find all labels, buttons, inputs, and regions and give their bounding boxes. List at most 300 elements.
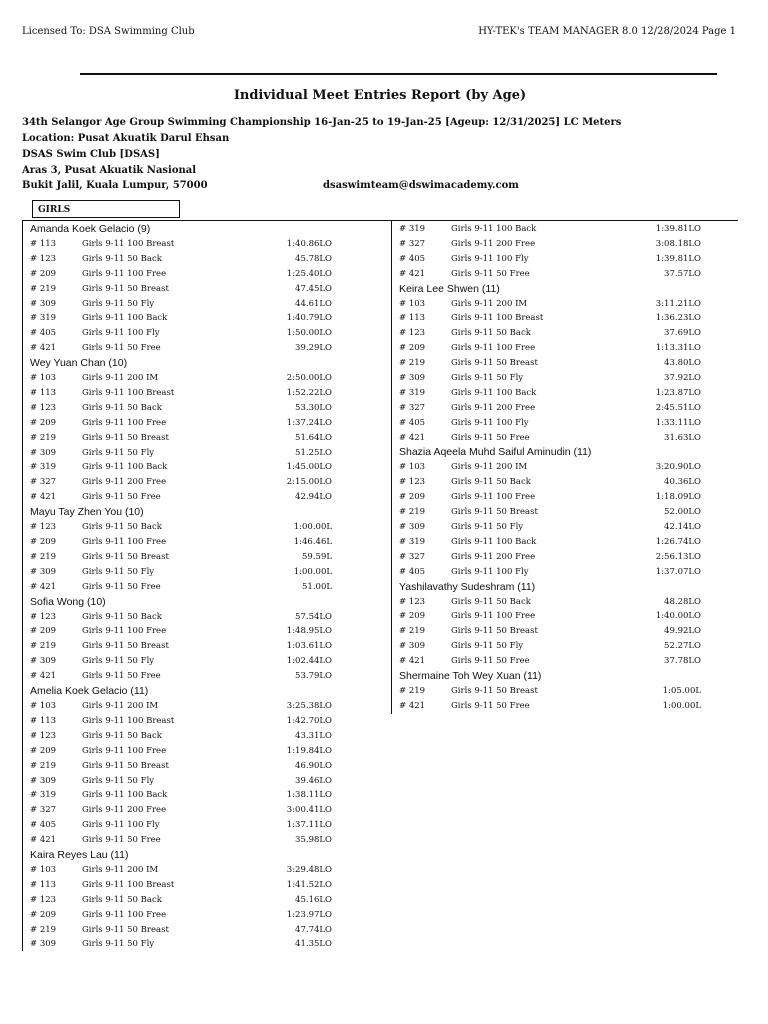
entry-row [30, 311, 370, 326]
seed-time: 48.28LO [664, 596, 701, 607]
event-name: Girls 9-11 100 Free [82, 268, 167, 279]
event-number: # 319 [399, 536, 426, 547]
event-number: # 113 [30, 388, 57, 399]
event-number: # 123 [30, 894, 57, 905]
event-name: Girls 9-11 200 Free [451, 551, 536, 562]
entry-row [30, 341, 370, 356]
seed-time: 57.54LO [295, 611, 332, 622]
entry-row [30, 282, 370, 297]
event-name: Girls 9-11 200 IM [82, 701, 159, 712]
seed-time: 45.78LO [295, 253, 332, 264]
event-number: # 309 [30, 775, 57, 786]
event-number: # 123 [399, 596, 426, 607]
event-number: # 219 [30, 641, 57, 652]
event-name: Girls 9-11 100 Free [82, 909, 167, 920]
event-number: # 405 [30, 820, 57, 831]
license-text: Licensed To: DSA Swimming Club [22, 26, 195, 37]
entry-row [30, 654, 370, 669]
entry-row [30, 624, 370, 639]
entry-row [30, 714, 370, 729]
entry-row [30, 610, 370, 625]
event-number: # 209 [399, 492, 426, 503]
event-name: Girls 9-11 50 Fly [82, 566, 155, 577]
swimmer-name: Shermaine Toh Wey Xuan (11) [399, 670, 542, 683]
event-name: Girls 9-11 50 Breast [82, 432, 169, 443]
event-number: # 219 [399, 686, 426, 697]
event-number: # 309 [30, 939, 57, 950]
event-number: # 219 [30, 924, 57, 935]
event-name: Girls 9-11 100 Breast [451, 313, 544, 324]
seed-time: 3:00.41LO [286, 805, 332, 816]
seed-time: 1:33.11LO [655, 417, 701, 428]
event-name: Girls 9-11 50 Back [82, 894, 162, 905]
entry-row [399, 654, 739, 669]
seed-time: 42.14LO [664, 522, 701, 533]
seed-time: 41.35LO [295, 939, 332, 950]
event-number: # 309 [30, 566, 57, 577]
entry-row [30, 729, 370, 744]
event-number: # 209 [30, 268, 57, 279]
event-name: Girls 9-11 100 Breast [82, 879, 175, 890]
event-name: Girls 9-11 50 Breast [82, 283, 169, 294]
event-name: Girls 9-11 50 Back [451, 328, 531, 339]
entry-row [399, 550, 739, 565]
seed-time: 53.30LO [295, 402, 332, 413]
event-number: # 309 [30, 656, 57, 667]
seed-time: 1:40.86LO [286, 239, 332, 249]
entry-row [399, 505, 739, 520]
event-number: # 113 [399, 313, 426, 324]
event-number: # 421 [399, 432, 426, 443]
seed-time: 1:52.22LO [286, 388, 332, 399]
event-number: # 123 [30, 522, 57, 533]
event-number: # 103 [30, 864, 57, 875]
event-number: # 405 [30, 328, 57, 339]
seed-time: 3:25.38LO [286, 701, 332, 712]
event-number: # 405 [399, 253, 426, 264]
event-number: # 113 [30, 715, 57, 726]
event-name: Girls 9-11 200 IM [82, 373, 159, 384]
entry-row [30, 565, 370, 580]
entry-row [30, 803, 370, 818]
event-name: Girls 9-11 50 Breast [451, 686, 538, 697]
event-number: # 209 [30, 745, 57, 756]
seed-time: 1:40.00LO [655, 611, 701, 622]
swimmer-name: Kaira Reyes Lau (11) [30, 848, 129, 861]
seed-time: 1:36.23LO [655, 313, 701, 324]
event-number: # 209 [399, 611, 426, 622]
seed-time: 40.36LO [664, 477, 701, 488]
seed-time: 1:45.00LO [286, 462, 332, 473]
entry-row [30, 416, 370, 431]
seed-time: 1:39.81LO [655, 224, 701, 234]
entry-row [30, 237, 370, 252]
event-name: Girls 9-11 100 Free [451, 611, 536, 622]
swimmer-name: Amelia Koek Gelacio (11) [30, 685, 149, 698]
entry-row [399, 371, 739, 386]
entry-row [399, 341, 739, 356]
event-number: # 113 [30, 879, 57, 890]
event-number: # 309 [399, 522, 426, 533]
event-number: # 219 [30, 760, 57, 771]
seed-time: 1:26.74LO [655, 536, 701, 547]
entry-row [399, 609, 739, 624]
event-number: # 319 [30, 790, 57, 801]
event-number: # 319 [30, 462, 57, 473]
event-name: Girls 9-11 100 Free [82, 626, 167, 637]
seed-time: 1:25.40LO [286, 268, 332, 279]
club-address-line2: Bukit Jalil, Kuala Lumpur, 57000 [22, 180, 208, 191]
event-number: # 123 [399, 477, 426, 488]
seed-time: 46.90LO [295, 760, 332, 771]
swimmer-name: Wey Yuan Chan (10) [30, 357, 128, 370]
event-number: # 421 [399, 656, 426, 667]
entry-row [30, 833, 370, 848]
event-name: Girls 9-11 50 Fly [451, 373, 524, 384]
event-number: # 309 [30, 298, 57, 309]
swimmer-name: Sofia Wong (10) [30, 595, 106, 608]
event-number: # 123 [30, 253, 57, 264]
event-name: Girls 9-11 100 Breast [82, 715, 175, 726]
entry-row [30, 699, 370, 714]
seed-time: 1:41.52LO [286, 879, 332, 890]
event-number: # 103 [30, 701, 57, 712]
event-name: Girls 9-11 50 Back [82, 253, 162, 264]
event-number: # 123 [30, 611, 57, 622]
event-name: Girls 9-11 100 Fly [451, 253, 529, 264]
swimmer-name: Shazia Aqeela Muhd Saiful Aminudin (11) [399, 446, 592, 459]
event-number: # 309 [30, 447, 57, 458]
event-name: Girls 9-11 100 Free [451, 343, 536, 354]
entry-row [30, 893, 370, 908]
seed-time: 49.92LO [664, 626, 701, 637]
entries-column-right [399, 222, 739, 714]
event-number: # 209 [399, 343, 426, 354]
event-number: # 219 [399, 358, 426, 369]
entry-row [30, 550, 370, 565]
event-name: Girls 9-11 50 Back [451, 477, 531, 488]
entry-row [399, 639, 739, 654]
seed-time: 2:50.00LO [286, 373, 332, 384]
entry-row [30, 460, 370, 475]
club-name: DSAS Swim Club [DSAS] [22, 149, 160, 160]
entry-row [399, 490, 739, 505]
event-number: # 103 [30, 373, 57, 384]
seed-time: 1:23.87LO [655, 387, 701, 398]
seed-time: 2:45.51LO [655, 402, 701, 413]
event-name: Girls 9-11 200 IM [451, 462, 528, 473]
event-number: # 421 [30, 581, 57, 592]
entry-row [399, 416, 739, 431]
entry-row [399, 475, 739, 490]
seed-time: 1:18.09LO [655, 492, 701, 503]
event-number: # 103 [399, 462, 426, 473]
event-name: Girls 9-11 50 Fly [451, 641, 524, 652]
seed-time: 42.94LO [295, 492, 332, 503]
seed-time: 45.16LO [295, 894, 332, 905]
event-name: Girls 9-11 50 Free [82, 671, 161, 682]
event-number: # 209 [30, 626, 57, 637]
event-name: Girls 9-11 50 Back [82, 402, 162, 413]
entry-row [30, 252, 370, 267]
seed-time: 1:02.44LO [286, 656, 332, 667]
event-number: # 123 [30, 402, 57, 413]
seed-time: 43.31LO [295, 730, 332, 741]
event-name: Girls 9-11 50 Fly [82, 298, 155, 309]
seed-time: 31.63LO [664, 432, 701, 443]
entry-row [30, 475, 370, 490]
swimmer-name: Amanda Koek Gelacio (9) [30, 223, 151, 235]
event-number: # 103 [399, 298, 426, 309]
entry-row [30, 788, 370, 803]
entry-row [30, 401, 370, 416]
event-name: Girls 9-11 100 Fly [82, 328, 160, 339]
event-name: Girls 9-11 50 Back [451, 596, 531, 607]
seed-time: 1:00.00L [293, 566, 332, 577]
section-label: GIRLS [32, 200, 180, 218]
seed-time: 1:00.00L [662, 700, 701, 711]
event-number: # 421 [30, 835, 57, 846]
event-name: Girls 9-11 200 Free [451, 238, 536, 249]
event-name: Girls 9-11 100 Back [451, 224, 537, 234]
seed-time: 1:05.00L [662, 686, 701, 697]
event-name: Girls 9-11 50 Breast [451, 358, 538, 369]
seed-time: 1:13.31LO [655, 343, 701, 354]
entry-row [30, 639, 370, 654]
event-name: Girls 9-11 50 Free [82, 581, 161, 592]
entry-row [399, 520, 739, 535]
seed-time: 51.64LO [295, 432, 332, 443]
seed-time: 2:56.13LO [655, 551, 701, 562]
seed-time: 1:23.97LO [286, 909, 332, 920]
event-name: Girls 9-11 200 IM [82, 864, 159, 875]
event-name: Girls 9-11 100 Free [82, 417, 167, 428]
event-number: # 327 [399, 551, 426, 562]
event-name: Girls 9-11 100 Fly [451, 566, 529, 577]
event-number: # 113 [30, 239, 57, 249]
seed-time: 1:40.79LO [286, 313, 332, 324]
entry-row [399, 624, 739, 639]
event-name: Girls 9-11 50 Fly [82, 775, 155, 786]
event-number: # 219 [399, 626, 426, 637]
entry-row [399, 401, 739, 416]
entry-row [30, 818, 370, 833]
entry-row [399, 252, 739, 267]
entry-row [399, 460, 739, 475]
club-email: dsaswimteam@dswimacademy.com [323, 180, 519, 191]
event-name: Girls 9-11 50 Back [82, 611, 162, 622]
seed-time: 43.80LO [664, 358, 701, 369]
seed-time: 37.78LO [664, 656, 701, 667]
entry-row [30, 580, 370, 595]
seed-time: 3:29.48LO [286, 864, 332, 875]
meet-info: 34th Selangor Age Group Swimming Championship 16-Jan-25 to 19-Jan-25 [Ageup: 12/31/2025] LC Meters [22, 117, 622, 128]
entry-row [399, 267, 739, 282]
event-name: Girls 9-11 50 Breast [82, 760, 169, 771]
entry-row [30, 535, 370, 550]
entry-row [399, 356, 739, 371]
seed-time: 1:39.81LO [655, 253, 701, 264]
seed-time: 3:11.21LO [655, 298, 701, 309]
entry-row [30, 297, 370, 312]
entry-row [399, 565, 739, 580]
entry-row [30, 759, 370, 774]
event-name: Girls 9-11 50 Free [82, 343, 161, 354]
entry-row [399, 297, 739, 312]
seed-time: 1:19.84LO [286, 745, 332, 756]
event-name: Girls 9-11 50 Free [451, 432, 530, 443]
event-name: Girls 9-11 50 Breast [82, 924, 169, 935]
entry-row [399, 535, 739, 550]
event-number: # 123 [30, 730, 57, 741]
event-name: Girls 9-11 50 Fly [82, 939, 155, 950]
event-number: # 209 [30, 417, 57, 428]
entry-row [30, 386, 370, 401]
entries-column-left [30, 222, 370, 952]
event-name: Girls 9-11 100 Fly [451, 417, 529, 428]
event-name: Girls 9-11 100 Back [82, 462, 168, 473]
left-border [22, 221, 23, 951]
entry-row [30, 371, 370, 386]
seed-time: 1:46.46L [293, 537, 332, 548]
event-number: # 209 [30, 537, 57, 548]
event-number: # 219 [399, 507, 426, 518]
event-name: Girls 9-11 200 Free [82, 477, 167, 488]
event-name: Girls 9-11 50 Back [82, 522, 162, 533]
seed-time: 39.46LO [295, 775, 332, 786]
seed-time: 1:03.61LO [286, 641, 332, 652]
event-name: Girls 9-11 50 Breast [82, 641, 169, 652]
entry-row [30, 908, 370, 923]
seed-time: 44.61LO [295, 298, 332, 309]
event-name: Girls 9-11 50 Breast [451, 507, 538, 518]
column-divider [391, 221, 392, 714]
report-title: Individual Meet Entries Report (by Age) [233, 88, 527, 103]
seed-time: 47.45LO [295, 283, 332, 294]
event-name: Girls 9-11 50 Free [451, 268, 530, 279]
entry-row [399, 237, 739, 252]
seed-time: 1:50.00LO [286, 328, 332, 339]
entry-row [399, 699, 739, 714]
event-number: # 309 [399, 373, 426, 384]
swimmer-name: Yashilavathy Sudeshram (11) [399, 580, 536, 593]
event-name: Girls 9-11 50 Free [82, 492, 161, 503]
entry-row [30, 267, 370, 282]
event-name: Girls 9-11 50 Free [451, 700, 530, 711]
event-name: Girls 9-11 100 Breast [82, 388, 175, 399]
entry-row [30, 863, 370, 878]
event-name: Girls 9-11 200 IM [451, 298, 528, 309]
event-number: # 421 [30, 343, 57, 354]
seed-time: 59.59L [302, 551, 332, 562]
seed-time: 1:42.70LO [286, 715, 332, 726]
event-name: Girls 9-11 50 Breast [82, 551, 169, 562]
swimmer-name: Mayu Tay Zhen You (10) [30, 506, 144, 519]
event-number: # 421 [30, 492, 57, 503]
location-info: Location: Pusat Akuatik Darul Ehsan [22, 133, 230, 144]
seed-time: 1:00.00L [293, 522, 332, 533]
seed-time: 37.92LO [664, 373, 701, 384]
event-name: Girls 9-11 50 Fly [82, 656, 155, 667]
entry-row [30, 520, 370, 535]
event-number: # 309 [399, 641, 426, 652]
software-page-info: HY-TEK's TEAM MANAGER 8.0 12/28/2024 Page 1 [478, 26, 736, 37]
seed-time: 35.98LO [295, 835, 332, 846]
seed-time: 1:37.07LO [655, 566, 701, 577]
entry-row [30, 744, 370, 759]
seed-time: 1:37.24LO [286, 417, 332, 428]
entry-row [30, 446, 370, 461]
event-number: # 209 [30, 909, 57, 920]
seed-time: 51.25LO [295, 447, 332, 458]
event-name: Girls 9-11 100 Fly [82, 820, 160, 831]
event-name: Girls 9-11 100 Back [451, 536, 537, 547]
event-number: # 405 [399, 417, 426, 428]
seed-time: 52.00LO [664, 507, 701, 518]
seed-time: 37.69LO [664, 328, 701, 339]
header-rule [80, 73, 717, 75]
seed-time: 52.27LO [664, 641, 701, 652]
seed-time: 2:15.00LO [286, 477, 332, 488]
entry-row [30, 937, 370, 952]
event-name: Girls 9-11 50 Breast [451, 626, 538, 637]
seed-time: 47.74LO [295, 924, 332, 935]
event-name: Girls 9-11 200 Free [451, 402, 536, 413]
swimmer-name: Keira Lee Shwen (11) [399, 282, 500, 295]
event-name: Girls 9-11 100 Back [451, 387, 537, 398]
event-name: Girls 9-11 50 Fly [82, 447, 155, 458]
seed-time: 1:38.11LO [286, 790, 332, 801]
entry-row [30, 326, 370, 341]
entry-row [399, 431, 739, 446]
entry-row [30, 774, 370, 789]
event-name: Girls 9-11 100 Back [82, 313, 168, 324]
entry-row [30, 669, 370, 684]
event-number: # 405 [399, 566, 426, 577]
event-number: # 421 [30, 671, 57, 682]
entry-row [399, 311, 739, 326]
event-number: # 327 [30, 805, 57, 816]
event-name: Girls 9-11 50 Fly [451, 522, 524, 533]
event-number: # 327 [399, 238, 426, 249]
event-name: Girls 9-11 50 Free [82, 835, 161, 846]
seed-time: 1:37.11LO [286, 820, 332, 831]
event-name: Girls 9-11 100 Free [82, 537, 167, 548]
entry-row [399, 386, 739, 401]
event-number: # 421 [399, 700, 426, 711]
entry-row [399, 684, 739, 699]
event-name: Girls 9-11 100 Free [82, 745, 167, 756]
entry-row [399, 222, 739, 237]
seed-time: 39.29LO [295, 343, 332, 354]
event-number: # 123 [399, 328, 426, 339]
seed-time: 37.57LO [664, 268, 701, 279]
event-number: # 327 [30, 477, 57, 488]
event-name: Girls 9-11 100 Breast [82, 239, 175, 249]
event-name: Girls 9-11 100 Back [82, 790, 168, 801]
seed-time: 53.79LO [295, 671, 332, 682]
entry-row [399, 326, 739, 341]
event-number: # 327 [399, 402, 426, 413]
seed-time: 3:20.90LO [655, 462, 701, 473]
seed-time: 51.00L [302, 581, 332, 592]
seed-time: 1:48.95LO [286, 626, 332, 637]
club-address-line1: Aras 3, Pusat Akuatik Nasional [22, 165, 197, 176]
event-number: # 219 [30, 283, 57, 294]
seed-time: 3:08.18LO [655, 238, 701, 249]
event-name: Girls 9-11 100 Free [451, 492, 536, 503]
event-number: # 219 [30, 551, 57, 562]
